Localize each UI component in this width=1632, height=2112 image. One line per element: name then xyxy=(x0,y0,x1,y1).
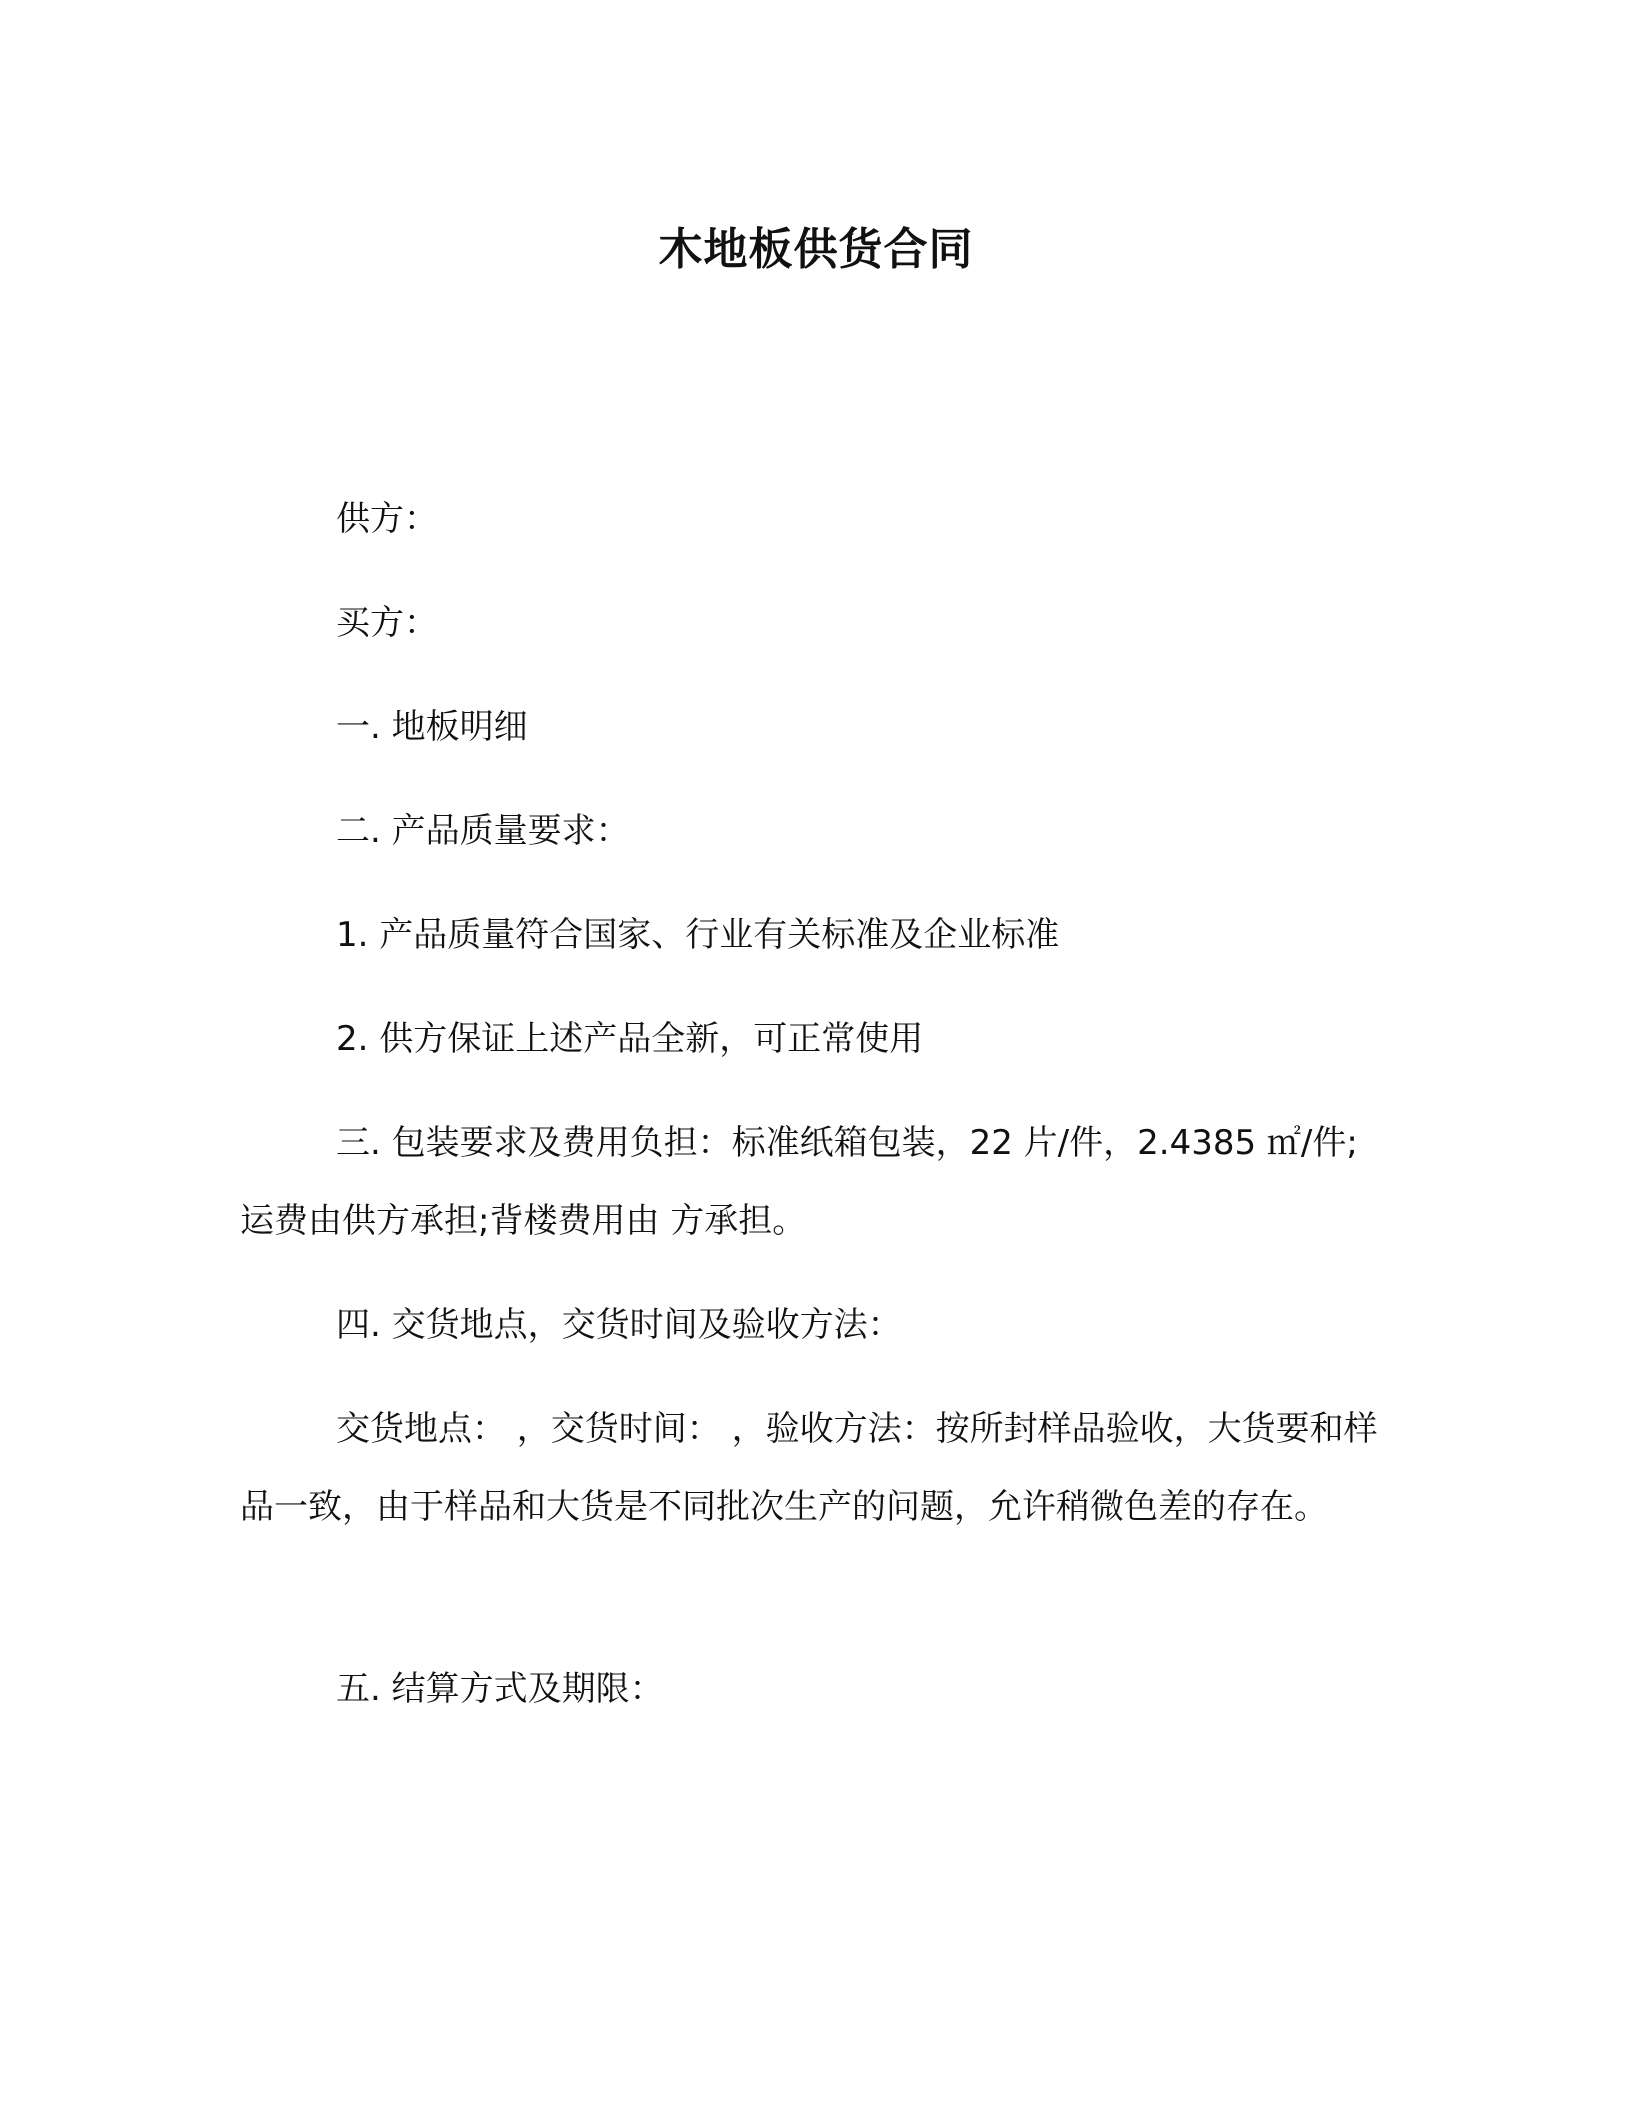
paragraph-supplier: 供方： xyxy=(336,499,438,539)
paragraph-item-2: 2. 供方保证上述产品全新，可正常使用 xyxy=(336,1019,924,1059)
paragraph-buyer: 买方： xyxy=(336,603,438,643)
paragraph-delivery: 交货地点： ，交货时间： ，验收方法：按所封样品验收，大货要和样品一致，由于样品和大货是不同批次生产的问题，允许稍微色差的存在。 xyxy=(240,1409,1378,1527)
paragraph-section-5: 五. 结算方式及期限： xyxy=(336,1669,664,1709)
paragraph-section-3: 三. 包装要求及费用负担：标准纸箱包装，22 片/件，2.4385 ㎡/件;运费由供方承担;背楼费用由 方承担。 xyxy=(240,1123,1358,1241)
paragraph-item-1: 1. 产品质量符合国家、行业有关标准及企业标准 xyxy=(336,915,1060,955)
paragraph-section-4: 四. 交货地点，交货时间及验收方法： xyxy=(336,1305,902,1345)
paragraph-section-2: 二. 产品质量要求： xyxy=(336,811,630,851)
document-title: 木地板供货合同 xyxy=(658,224,974,275)
paragraph-section-1: 一. 地板明细 xyxy=(336,707,528,747)
